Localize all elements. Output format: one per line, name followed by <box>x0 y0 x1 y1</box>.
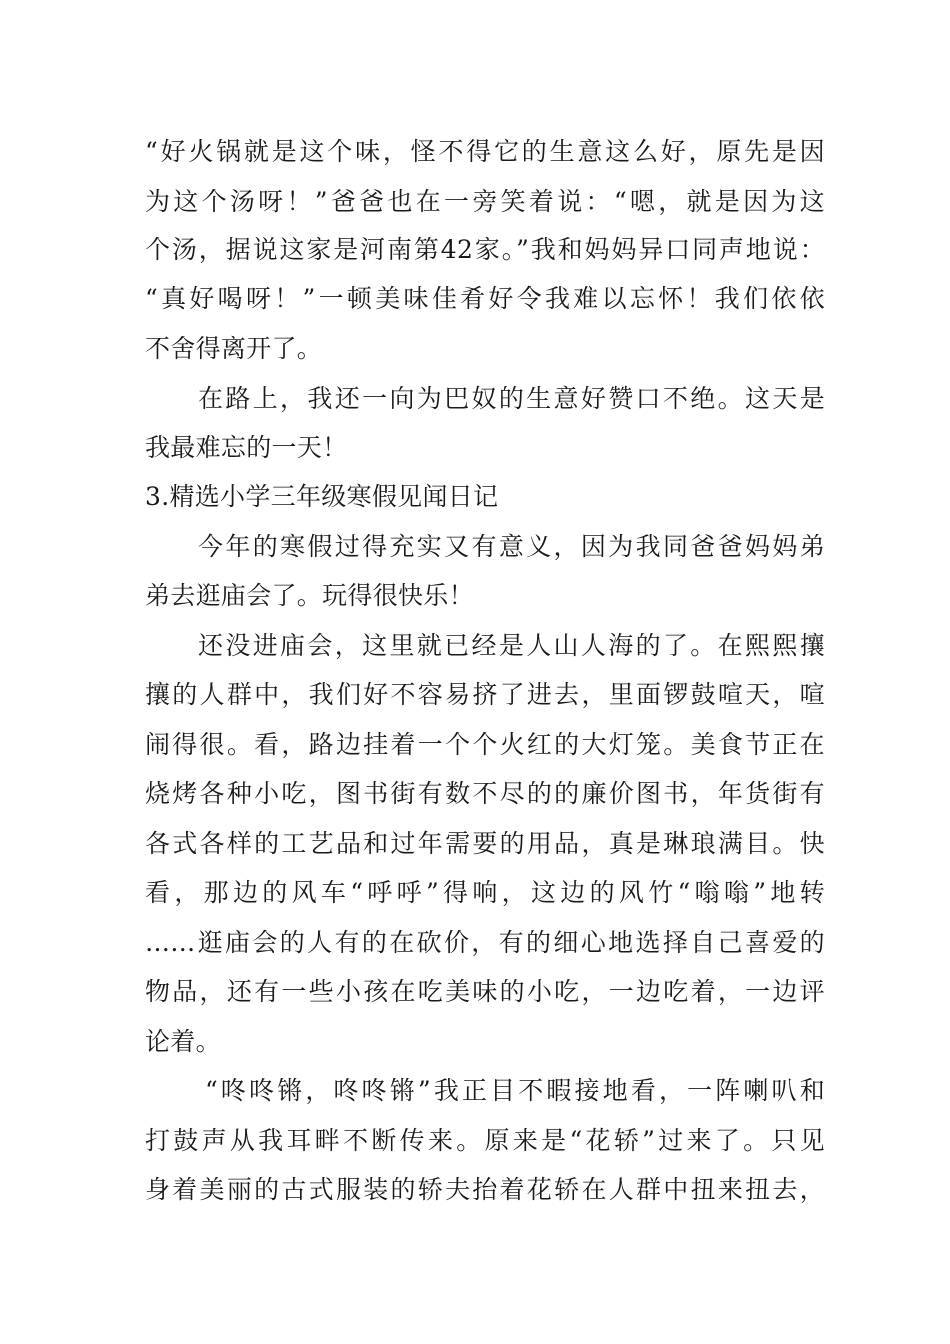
text-line: 物品，还有一些小孩在吃美味的小吃，一边吃着，一边评 <box>145 977 825 1006</box>
text-line: 在路上，我还一向为巴奴的生意好赞口不绝。这天是 <box>198 384 825 413</box>
text-line: 攘的人群中，我们好不容易挤了进去，里面锣鼓喧天，喧 <box>145 680 825 709</box>
text-line: 闹得很。看，路边挂着一个个火红的大灯笼。美食节正在 <box>145 730 825 759</box>
text-line: 论着。 <box>145 1027 221 1056</box>
text-line: 各式各样的工艺品和过年需要的用品，真是琳琅满目。快 <box>145 829 825 858</box>
text-line: 我最难忘的一天！ <box>145 433 348 462</box>
text-line: ……逛庙会的人有的在砍价，有的细心地选择自己喜爱的 <box>145 928 825 957</box>
text-line: “咚咚锵，咚咚锵”我正目不暇接地看，一阵喇叭和 <box>205 1076 825 1105</box>
text-line: 个汤，据说这家是河南第42家。”我和妈妈异口同声地说： <box>145 235 825 264</box>
text-line: 弟去逛庙会了。玩得很快乐！ <box>145 581 474 610</box>
text-line: 不舍得离开了。 <box>145 334 323 363</box>
text-line: “真好喝呀！”一顿美味佳肴好令我难以忘怀！我们依依 <box>145 284 825 313</box>
text-line: 为这个汤呀！”爸爸也在一旁笑着说：“嗯，就是因为这 <box>145 187 825 216</box>
text-line: 打鼓声从我耳畔不断传来。原来是“花轿”过来了。只见 <box>145 1126 825 1155</box>
section-heading: 3.精选小学三年级寒假见闻日记 <box>145 482 499 511</box>
text-line: 今年的寒假过得充实又有意义，因为我同爸爸妈妈弟 <box>198 532 825 561</box>
text-line: 看，那边的风车“呼呼”得响，这边的风竹“嗡嗡”地转 <box>145 878 825 907</box>
text-line: 身着美丽的古式服装的轿夫抬着花轿在人群中扭来扭去， <box>145 1175 825 1204</box>
text-line: “好火锅就是这个味，怪不得它的生意这么好，原先是因 <box>145 137 825 166</box>
text-line: 烧烤各种小吃，图书街有数不尽的的廉价图书，年货街有 <box>145 779 825 808</box>
text-line: 还没进庙会，这里就已经是人山人海的了。在熙熙攘 <box>198 631 825 660</box>
